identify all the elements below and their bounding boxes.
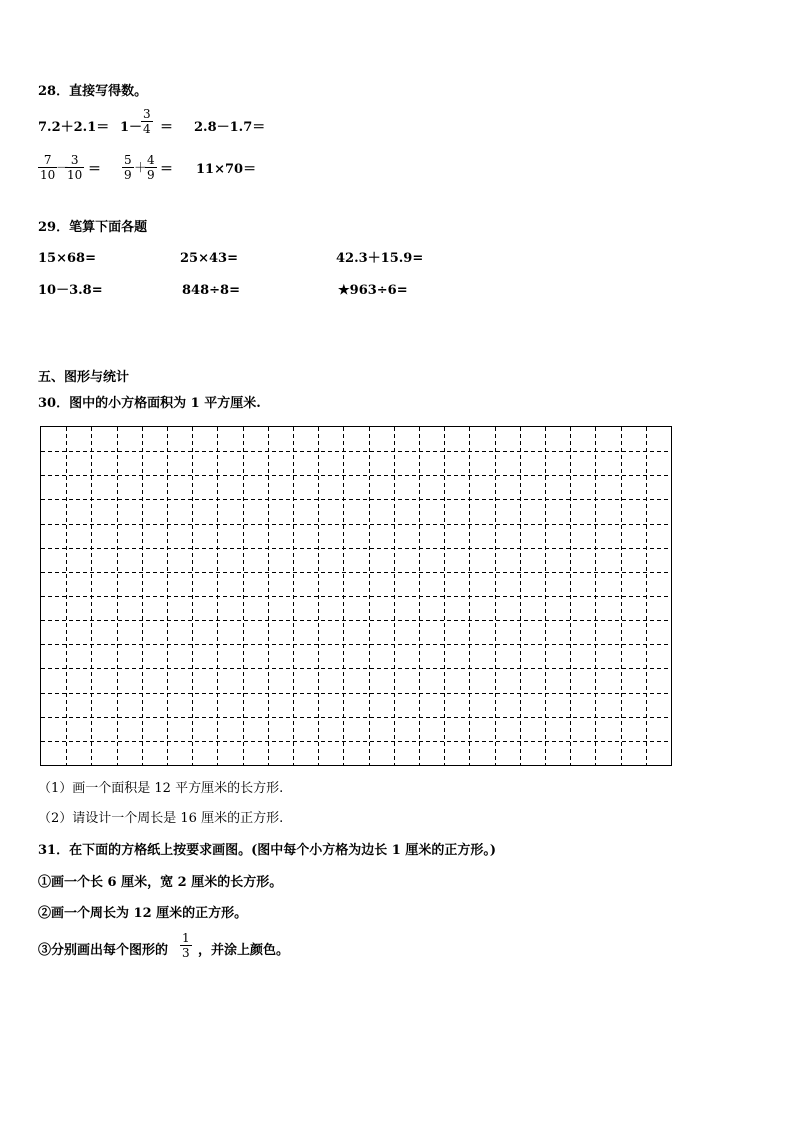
frac-numerator: 7 (43, 153, 52, 167)
q28-expr-2-pre: 1－ (120, 120, 143, 135)
q28-expr-1: 7.2＋2.1＝ (38, 120, 110, 135)
q28-frac-3-4 (141, 107, 153, 136)
minus-sign: － (56, 161, 70, 176)
q29-item: 15×68= (38, 251, 96, 266)
q31-item3-post: ，并涂上颜色。 (198, 943, 290, 958)
frac-denominator: 3 (182, 946, 190, 960)
q29-item: 25×43= (180, 251, 238, 266)
frac-denominator: 10 (40, 168, 56, 182)
q28-frac-4-9 (145, 153, 157, 182)
q28-frac-3-10 (65, 153, 84, 182)
equals-sign: ＝ (160, 162, 174, 177)
frac-numerator: 3 (143, 107, 151, 121)
frac-numerator: 5 (124, 153, 132, 167)
frac-numerator: 3 (70, 153, 79, 167)
frac-denominator: 4 (143, 122, 151, 136)
plus-sign: ＋ (134, 161, 148, 176)
frac-numerator: 1 (182, 931, 190, 945)
q28-frac-7-10 (38, 153, 57, 182)
frac-denominator: 9 (147, 168, 155, 182)
section-title: 五、图形与统计 (38, 370, 130, 385)
equals-sign: ＝ (88, 162, 102, 177)
q29-item: 10－3.8= (38, 283, 103, 298)
q28-title: 28．直接写得数。 (38, 84, 148, 99)
q30-sub1: （1）画一个面积是 12 平方厘米的长方形. (38, 781, 284, 796)
frac-numerator: 4 (147, 153, 155, 167)
q30-sub2: （2）请设计一个周长是 16 厘米的正方形. (38, 811, 284, 826)
q31-title: 31．在下面的方格纸上按要求画图。(图中每个小方格为边长 1 厘米的正方形。) (38, 843, 496, 858)
q31-frac-1-3 (180, 931, 192, 960)
q28-expr-6: 11×70＝ (196, 162, 257, 177)
q28-expr-3: 2.8－1.7＝ (194, 120, 266, 135)
q31-item2: ②画一个周长为 12 厘米的正方形。 (38, 906, 248, 921)
q28-expr-2-eq: ＝ (160, 120, 174, 135)
square-grid[interactable] (40, 426, 672, 766)
q29-item: ★963÷6= (338, 283, 408, 298)
q29-item: 42.3＋15.9= (336, 251, 424, 266)
q31-item1: ①画一个长 6 厘米，宽 2 厘米的长方形。 (38, 875, 283, 890)
frac-denominator: 9 (124, 168, 132, 182)
frac-denominator: 10 (67, 168, 83, 182)
grid-dashed-lines (41, 427, 671, 765)
q28-frac-5-9 (122, 153, 134, 182)
q31-item3-pre: ③分别画出每个图形的 (38, 943, 169, 958)
q29-title: 29．笔算下面各题 (38, 220, 148, 235)
q30-title: 30．图中的小方格面积为 1 平方厘米. (38, 396, 261, 411)
q29-item: 848÷8= (182, 283, 240, 298)
